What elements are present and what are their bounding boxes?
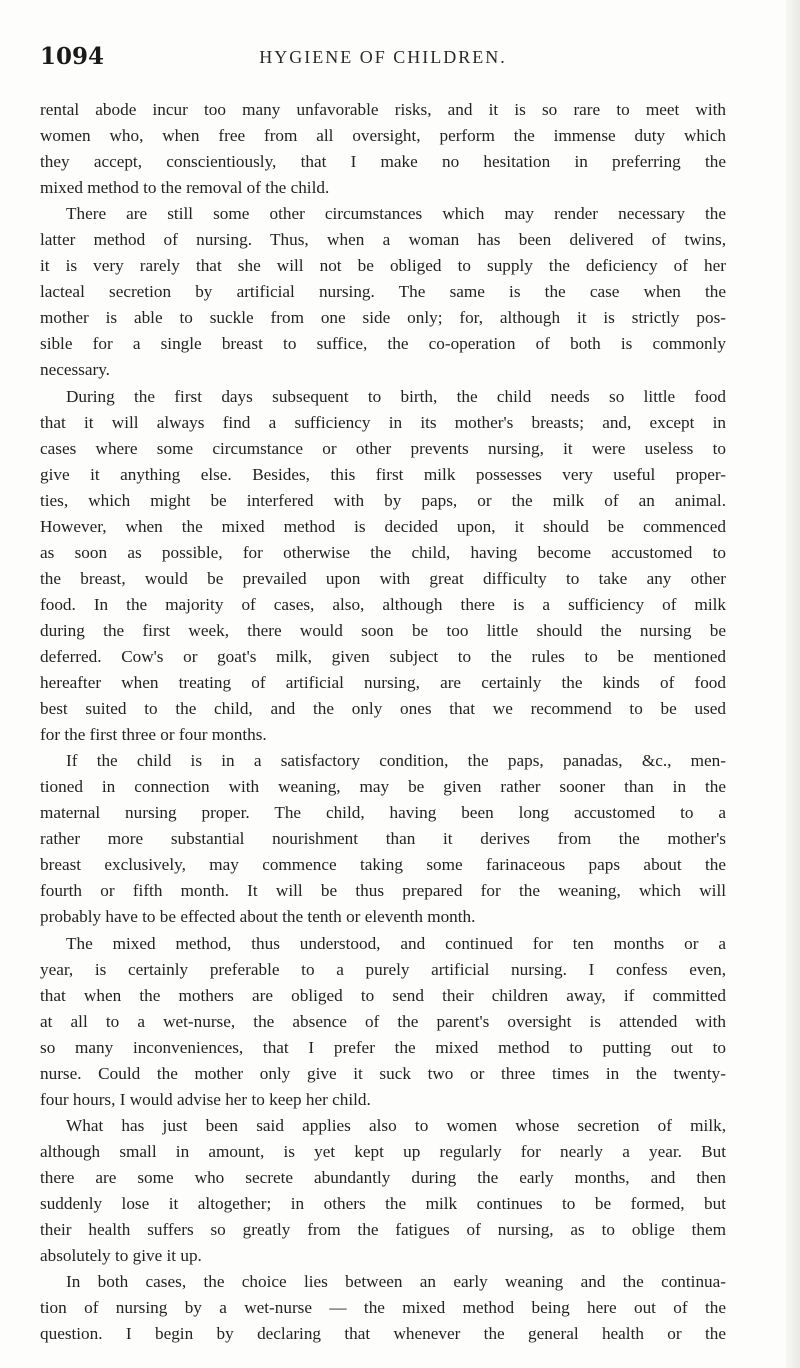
page-number: 1094: [40, 43, 105, 70]
text-line: rental abode incur too many unfavorable risks, and it is so rare to meet with: [40, 100, 726, 119]
paragraph: [40, 1269, 726, 1347]
body-text: [40, 97, 726, 1347]
text-line: women who, when free from all oversight, perform the immense duty which: [40, 126, 726, 146]
paragraph: [40, 384, 726, 749]
text-line: suddenly lose it altogether; in others the milk continues to be formed, but: [40, 1193, 726, 1213]
text-line: they accept, conscientiously, that I make no hesitation in preferring the: [40, 152, 726, 172]
paragraph: [40, 931, 726, 1113]
text-line: the breast, would be prevailed upon with great difficulty to take any other: [40, 568, 726, 588]
paragraph: [40, 201, 726, 383]
text-line: best suited to the child, and the only ones that we recommend to be used: [40, 699, 726, 719]
text-line: it is very rarely that she will not be obliged to supply the deficiency of her: [40, 256, 726, 276]
text-line: although small in amount, is yet kept up regularly for nearly a year. But: [40, 1141, 726, 1161]
text-line: four hours, I would advise her to keep her child.: [40, 1089, 371, 1109]
text-line: In both cases, the choice lies between an early weaning and the continua-: [66, 1272, 726, 1292]
paragraph: [40, 1113, 726, 1269]
text-line: at all to a wet-nurse, the absence of the parent's oversight is attended with: [40, 1011, 726, 1031]
text-line: mother is able to suckle from one side only; for, although it is strictly pos-: [40, 308, 726, 328]
text-line: mixed method to the removal of the child.: [40, 178, 330, 198]
text-line: There are still some other circumstances which may render necessary the: [66, 204, 726, 224]
text-line: food. In the majority of cases, also, although there is a sufficiency of milk: [40, 594, 726, 614]
text-line: year, is certainly preferable to a purely artificial nursing. I confess even,: [40, 959, 726, 979]
text-line: tion of nursing by a wet-nurse — the mixed method being here out of the: [40, 1298, 726, 1318]
page-edge-shadow: [786, 0, 800, 1368]
text-line: give it anything else. Besides, this first milk possesses very useful proper-: [40, 464, 726, 484]
text-line: sible for a single breast to suffice, the co-operation of both is commonly: [40, 334, 726, 354]
text-line: probably have to be effected about the tenth or eleventh month.: [40, 907, 476, 927]
text-line: The mixed method, thus understood, and continued for ten months or a: [66, 933, 726, 953]
text-line: tioned in connection with weaning, may be given rather sooner than in the: [40, 777, 726, 797]
paragraph: [40, 97, 726, 201]
text-line: that when the mothers are obliged to send their children away, if committed: [40, 985, 726, 1005]
text-line: deferred. Cow's or goat's milk, given subject to the rules to be mentioned: [40, 646, 726, 666]
text-line: absolutely to give it up.: [40, 1246, 202, 1266]
text-line: During the first days subsequent to birth, the child needs so little food: [66, 386, 726, 406]
text-line: fourth or fifth month. It will be thus prepared for the weaning, which will: [40, 881, 726, 901]
text-line: their health suffers so greatly from the fatigues of nursing, as to oblige them: [40, 1220, 726, 1240]
paragraph: [40, 748, 726, 930]
text-line: breast exclusively, may commence taking some farinaceous paps about the: [40, 855, 726, 875]
text-line: However, when the mixed method is decided upon, it should be commenced: [40, 516, 726, 536]
text-line: that it will always find a sufficiency in its mother's breasts; and, except in: [40, 412, 726, 432]
text-line: ties, which might be interfered with by paps, or the milk of an animal.: [40, 490, 726, 510]
text-line: so many inconveniences, that I prefer the mixed method to putting out to: [40, 1037, 726, 1057]
text-line: What has just been said applies also to women whose secretion of milk,: [66, 1115, 726, 1135]
text-line: lacteal secretion by artificial nursing. The same is the case when the: [40, 282, 726, 302]
text-line: latter method of nursing. Thus, when a woman has been delivered of twins,: [40, 230, 726, 250]
text-line: cases where some circumstance or other prevents nursing, it were useless to: [40, 438, 726, 458]
text-line: maternal nursing proper. The child, having been long accustomed to a: [40, 803, 726, 823]
text-line: If the child is in a satisfactory condition, the paps, panadas, &c., men-: [66, 751, 726, 771]
text-line: as soon as possible, for otherwise the child, having become accustomed to: [40, 542, 726, 562]
text-line: for the first three or four months.: [40, 725, 267, 745]
running-head: [40, 40, 726, 74]
text-line: rather more substantial nourishment than it derives from the mother's: [40, 829, 726, 849]
text-line: necessary.: [40, 360, 110, 380]
running-title: HYGIENE OF CHILDREN.: [259, 47, 507, 67]
text-line: there are some who secrete abundantly during the early months, and then: [40, 1167, 726, 1187]
text-line: question. I begin by declaring that whenever the general health or the: [40, 1324, 726, 1344]
text-line: nurse. Could the mother only give it suck two or three times in the twenty-: [40, 1063, 726, 1083]
text-line: hereafter when treating of artificial nursing, are certainly the kinds of food: [40, 673, 726, 693]
text-line: during the first week, there would soon be too little should the nursing be: [40, 620, 726, 640]
